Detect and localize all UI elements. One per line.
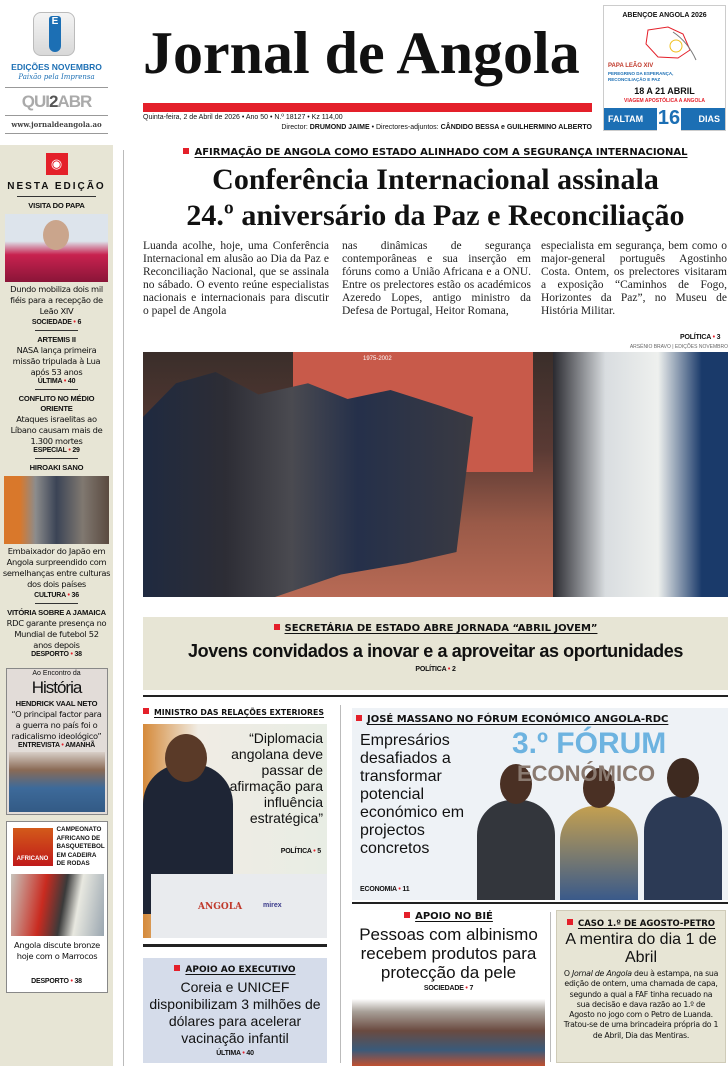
sidebar-item[interactable]: CONFLITO NO MÉDIO ORIENTE Ataques israelitas ao Líbano causam mais de 1.300 mortes ESPECIAL • 29 xyxy=(10,394,103,454)
forum-backdrop: ECONÓMICO xyxy=(517,761,656,786)
sidebar-header: NESTA EDIÇÃO xyxy=(7,181,106,192)
sidebar-item[interactable]: VISITA DO PAPA Dundo mobiliza dois mil fiéis para a recepção de Leão XIV SOCIEDADE • 6 xyxy=(0,201,113,326)
promo-line: PEREGRINO DA ESPERANÇA, xyxy=(608,71,674,76)
forum-story[interactable]: JOSÉ MASSANO NO FÓRUM ECONÓMICO ANGOLA-RDC Empresários desafiados a transformar potencial económico em projectos concretos ECONOMIA • 11 3.º FÓRUM ECONÓMICO xyxy=(352,708,728,900)
promo-subtitle: VIAGEM APOSTÓLICA A ANGOLA xyxy=(623,98,706,104)
divider xyxy=(143,944,327,947)
publisher-tagline: Paixão pela Imprensa xyxy=(18,73,95,81)
column-separator xyxy=(340,705,341,1063)
lead-headline[interactable]: Conferência Internacional assinala 24.º aniversário da Paz e Reconciliação xyxy=(186,163,685,232)
forum-headline: Empresários desafiados a transformar potencial económico em projectos concretos xyxy=(360,732,465,857)
publisher-logo xyxy=(33,12,75,56)
staff-info: Director: DRUMOND JAIME • Directores-adjuntos: CÂNDIDO BESSA e GUILHERMINO ALBERTO xyxy=(281,124,592,131)
promo-line: RECONCILIAÇÃO E PAZ xyxy=(608,77,661,82)
albinismo-story[interactable]: APOIO NO BIÉ Pessoas com albinismo recebem produtos para protecção da pele SOCIEDADE • 7 xyxy=(352,906,545,1066)
papal-visit-promo[interactable] xyxy=(603,5,726,131)
lead-kicker: AFIRMAÇÃO DE ANGOLA COMO ESTADO ALINHADO COM A SEGURANÇA INTERNACIONAL xyxy=(143,147,728,158)
lead-body-col2: nas dinâmicas de segurança contemporâneas e sua inserção em fóruns como a União Africana e a ONU. Entre os prelectores estão os académicos Azeredo Lopes, antigo ministro da Defesa de Portugal, Heitor Romana, xyxy=(342,240,531,317)
angola-map-icon xyxy=(638,22,698,62)
championship-logo: AFRICANO xyxy=(13,828,53,866)
promo-title: ABENÇOE ANGOLA 2026 xyxy=(622,12,707,19)
jovens-story[interactable]: SECRETÁRIA DE ESTADO ABRE JORNADA “ABRIL JOVEM” Jovens convidados a inovar e a aproveitar as oportunidades POLÍTICA • 2 xyxy=(143,617,728,690)
ambassador-photo xyxy=(4,476,109,544)
lead-body-col3: especialista em segurança, bem como o major-general português Agostinho Costa. Ontem, os prelectores visitaram a exposição “Caminhos de Fogo, Horizontes da Paz”, no Museu de História Militar. xyxy=(541,240,727,317)
column-separator xyxy=(550,912,551,1062)
lead-photo-museum-visit[interactable]: 1975-2002 xyxy=(143,352,728,597)
divider xyxy=(5,115,108,116)
promo-pope: PAPA LEÃO XIV xyxy=(608,63,654,69)
mirex-quote: “Diplomacia angolana deve passar de afirmação para influência estratégica” xyxy=(229,730,323,826)
countdown-value: 16 xyxy=(657,107,681,129)
pope-photo xyxy=(5,214,108,282)
sidebar-item[interactable]: HIROAKI SANO Embaixador do Japão em Angola surpreendido com semelhanças entre culturas dos dois países CULTURA • 36 xyxy=(2,463,111,599)
historia-logo: História xyxy=(31,678,82,697)
edition-info: Quinta-feira, 2 de Abril de 2026 • Ano 50 • N.º 18127 • Kz 114,00 xyxy=(143,114,343,121)
caso-story[interactable]: CASO 1.º DE AGOSTO-PETRO A mentira do dia 1 de Abril O Jornal de Angola deu à estampa, na sua edição de ontem, uma chamada de capa, segundo a qual a FAF tinha recuado na sua decisão e dava razão ao 1.º de Agosto no jogo com o Petro de Luanda. Tratou-se de uma brincadeira própria do 1 de Abril, Dia das Mentiras. xyxy=(556,910,726,1063)
exclamation-icon: E xyxy=(49,16,61,52)
divider xyxy=(352,902,728,904)
lead-body-col1: Luanda acolhe, hoje, uma Conferência Internacional em alusão ao Dia da Paz e Reconciliação Nacional, que se assinala no sábado. O evento reúne especialistas nacionais e internacionais para discutir o papel de Angola xyxy=(143,240,329,317)
forum-person xyxy=(477,800,555,900)
website-link[interactable]: www.jornaldeangola.ao xyxy=(11,120,102,129)
mirex-kicker: MINISTRO DAS RELAÇÕES EXTERIORES xyxy=(143,708,327,717)
date-code: QUI2ABR xyxy=(21,92,92,111)
newspaper-title: Jornal de Angola xyxy=(143,20,580,86)
divider xyxy=(143,695,728,697)
eye-icon: ◉ xyxy=(46,153,68,175)
lead-section-ref[interactable]: POLÍTICA • 3 xyxy=(680,334,721,341)
countdown-bar: FALTAM 16 DIAS xyxy=(604,108,725,130)
divider xyxy=(5,133,108,134)
publisher-name: EDIÇÕES NOVEMBRO xyxy=(11,62,102,72)
basketball-box[interactable]: AFRICANO CAMPEONATO AFRICANO DE BASQUETEBOL EM CADEIRA DE RODAS Angola discute bronze hoje com o Marrocos DESPORTO • 38 xyxy=(6,821,108,993)
minister-photo[interactable]: ANGOLA mirex “Diplomacia angolana deve passar de afirmação para influência estratégica” POLÍTICA • 5 xyxy=(143,724,327,938)
coreia-story[interactable]: APOIO AO EXECUTIVO Coreia e UNICEF disponibilizam 3 milhões de dólares para acelerar vacinação infantil ÚLTIMA • 40 xyxy=(143,958,327,1063)
historia-box[interactable]: Ao Encontro da História HENDRICK VAAL NETO “O principal factor para a guerra no país foi o radicalismo ideológico” ENTREVISTA • AMANHÃ xyxy=(6,668,108,815)
interviewee-photo xyxy=(9,752,105,812)
masthead-red-bar xyxy=(143,103,592,112)
sidebar-separator xyxy=(123,150,124,1066)
forum-person xyxy=(644,796,722,900)
promo-dates: 18 A 21 ABRIL xyxy=(634,86,695,96)
wheelchair-basketball-photo xyxy=(11,874,104,936)
forum-backdrop: 3.º FÓRUM xyxy=(512,727,667,760)
sidebar-item[interactable]: ARTEMIS II NASA lança primeira missão tripulada à Lua após 53 anos ÚLTIMA • 40 xyxy=(12,335,101,385)
forum-person xyxy=(560,806,638,900)
sidebar-item[interactable]: VITÓRIA SOBRE A JAMAICA RDC garante presença no Mundial de futebol 52 anos depois DESPORTO • 38 xyxy=(6,608,107,658)
sidebar-in-this-edition xyxy=(0,145,113,1066)
photo-credit: ARSÉNIO BRAVO | EDIÇÕES NOVEMBRO xyxy=(629,344,728,350)
divider xyxy=(5,87,108,88)
